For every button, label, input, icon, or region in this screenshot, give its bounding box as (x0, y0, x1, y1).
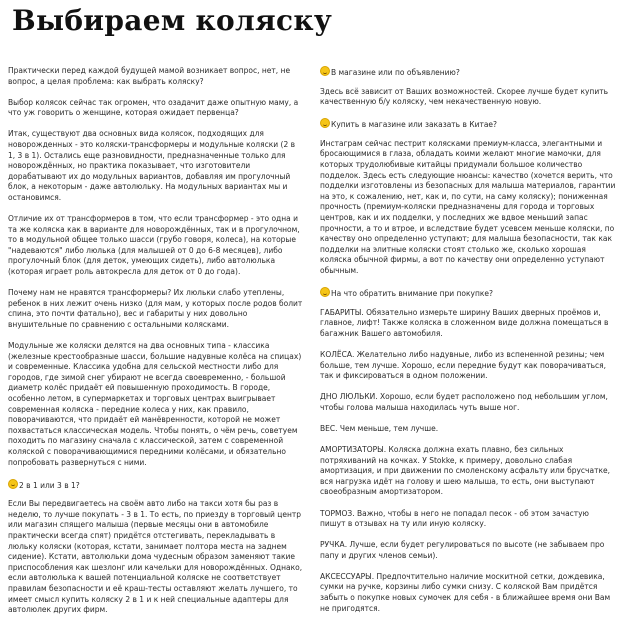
paragraph: ГАБАРИТЫ. Обязательно измерьте ширину Ваших дверных проёмов и, главное, лифт! Также коляска в сложенном виде должна помещаться в багажник Вашего автомобиля. (320, 307, 609, 338)
paragraph: Отличие их от трансформеров в том, что если трансформер - это одна и та же коляска как в варианте для новорождённых, так и в прогулочном, то в модульной общее только шасси (грубо говоря, колеса), на которые "надеваются" либо люлька (для малышей от 0 до 6-8 месяцев), либо прогулочный блок (для деток, умеющих сидеть), либо автолюлька (которая играет роль автокресла для деток от 0 до года). (8, 214, 300, 276)
paragraph: ТОРМОЗ. Важно, чтобы в него не попадал песок - об этом зачастую пишут в отзывах на ту или иную коляску. (320, 508, 589, 529)
question-heading: Купить в магазине или заказать в Китае? (320, 118, 616, 131)
paragraph: Практически перед каждой будущей мамой возникает вопрос, нет, не вопрос, а целая проблема: как выбрать коляску? (8, 66, 291, 86)
question-heading: В магазине или по объявлению? (320, 66, 616, 79)
smiley-icon (320, 66, 330, 76)
smiley-icon (320, 118, 330, 128)
paragraph: Если Вы передвигаетесь на своём авто либо на такси хотя бы раз в неделю, то лучше покупать - 3 в 1. То есть, по приезду в торговый центр или магазин спящего малыша (первые месяцы они в автомобиле практически всегда спят) придётся отстегивать, перекладывать в люльку коляски (которая, кстати, занимает полтора места на заднем сидение). Кстати, автолюльки дома чудесным образом заменяют такие приспособления как шезлонг или качельки для новорождённых. Однако, если автолюлька к вашей потенциальной коляске не соответствует правилам безопасности и её краш-тесты оставляют желать лучшего, то имеет смысл купить коляску 2 в 1 и к ней специальные адаптеры для автолюлек других фирм. (8, 499, 303, 615)
paragraph: Почему нам не нравятся трансформеры? Их люльки слабо утеплены, ребенок в них лежит очень низко (для мам, у которых после родов болит спина, это почти фатально), вес и габариты у них довольно внушительные по сравнению с остальными колясками. (8, 288, 303, 329)
paragraph: Инстаграм сейчас пестрит колясками премиум-класса, элегантными и бросающимися в глаза, обладать коими желают многие мамочки, для которых трудолюбивые китайцы придумали большое количество подделок. Здесь есть следующие нюансы: качество (хочется верить, что подделки изготовлены из безопасных для малыша материалов, гарантии на это, к сожалению, нет, как и, по сути, на саму коляску); пониженная прочность (премиум-коляски предназначены для города и торговых центров, как и их подделки, у последних же вдвое меньший запас прочности, а то и втрое, и вследствие будет усевсем меньше коляски, по качеству оно определенно уступают; для малыша безопасности, так как подделки на элитные коляски стоят столько же, сколько хорошая коляска обычной фирмы, а вот по качеству они определенно уступают обычным. (320, 138, 616, 275)
paragraph: Модульные же коляски делятся на два основных типа - классика (железные крестообразные шасси, большие надувные колёса на спицах) и современные. Классика удобна для сельской местности либо для городов, где зимой снег убирают не всегда своевременно, - большой диаметр колёс придаёт ей повышенную проходимость. В городе, особенно летом, в супермаркетах и торговых центрах выигрывает современная коляска - передние колеса у них, как правило, поворачиваются, что придаёт ей манёвренности, которой не может похвастаться классическая модель. Чтобы понять, о чём речь, советуем походить по магазину сначала с классической, затем с современной коляской с поворачивающимися передними колёсами, и обязательно попробовать развернуться с ними. (8, 340, 302, 467)
paragraph: ДНО ЛЮЛЬКИ. Хорошо, если будет расположено под небольшим углом, чтобы голова малыша находилась чуть выше ног. (320, 392, 608, 412)
paragraph: Выбор колясок сейчас так огромен, что озадачит даже опытную маму, а что уж говорить о женщине, которая ожидает первенца? (8, 97, 299, 118)
page-title: Выбираем коляску (12, 4, 333, 37)
paragraph: КОЛЁСА. Желательно либо надувные, либо из вспененной резины; чем больше, тем лучше. Хорошо, если передние будут как поворачиваться, так и фиксироваться в одном положении. (320, 349, 607, 381)
smiley-icon (8, 479, 18, 489)
paragraph: Итак, существуют два основных вида колясок, подходящих для новорожденных - это коляски-трансформеры и модульные коляски (2 в 1, 3 в 1). Остались еще разновидности, предназначенные только для новорождённых, но практика показывает, что изготовители дорабатывают их до модульных вариантов, добавляя им прогулочный блок, а некоторым - даже автолюльку. На модульных вариантах мы и остановимся. (8, 129, 296, 202)
question-heading: 2 в 1 или 3 в 1? (8, 479, 304, 492)
paragraph: Здесь всё зависит от Ваших возможностей. Скорее лучше будет купить качественную б/у коляску, чем некачественную новую. (320, 86, 608, 107)
question-heading: На что обратить внимание при покупке? (320, 287, 616, 300)
paragraph: АМОРТИЗАТОРЫ. Коляска должна ехать плавно, без сильных потряхиваний на кочках. У Stokke, к примеру, довольно слабая амортизация, и при движении по смоленскому асфальту или брусчатке, вся нагрузка идёт на голову и шею малыша, то есть, они выступают своеобразным амортизатором. (320, 445, 610, 497)
paragraph: РУЧКА. Лучше, если будет регулироваться по высоте (не забываем про папу и других членов семьи). (320, 540, 605, 560)
left-column (8, 66, 304, 626)
paragraph: АКСЕССУАРЫ. Предпочтительно наличие москитной сетки, дождевика, сумки на ручке, корзины либо сумки снизу. С коляской Вам придётся забыть о покупке новых сумочек для себя - в ближайшее время они Вам не пригодятся. (320, 571, 611, 613)
right-column (320, 66, 616, 625)
smiley-icon (320, 287, 330, 297)
paragraph: ВЕС. Чем меньше, тем лучше. (320, 423, 439, 433)
